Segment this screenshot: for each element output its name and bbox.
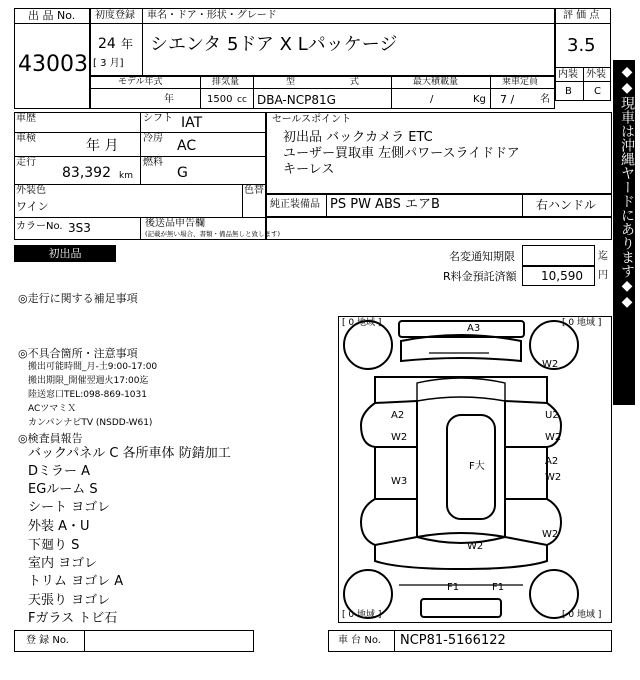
defect-line-5: カンパンナビTV (NSDD-W61) — [28, 418, 153, 428]
inspector-line-7: 室内 ヨゴレ — [28, 556, 98, 571]
name-change-unit: 迄 — [598, 251, 608, 262]
inspector-line-1: バックパネル C 各所車体 防錆加工 — [28, 446, 231, 461]
fuel-value: G — [177, 165, 188, 181]
mileage-label: 走行 — [16, 157, 36, 168]
mark-f1-right: F1 — [492, 582, 505, 593]
recycle-unit: 円 — [598, 270, 608, 281]
diagram-label-top-right: [ 0 地域 ] — [562, 318, 602, 328]
name-change-label: 名変通知期限 — [449, 250, 515, 263]
mark-f1-left: F1 — [447, 582, 460, 593]
mark-a2-left: A2 — [391, 410, 405, 421]
exterior-grade: C — [594, 86, 601, 97]
exterior-color-value: ワイン — [16, 200, 49, 213]
type-value: DBA-NCP81G — [257, 93, 336, 107]
inspector-line-9: 天張り ヨゴレ — [28, 593, 111, 608]
chassis-no-label: 車 台 No. — [338, 635, 381, 646]
chassis-no-value: NCP81-5166122 — [400, 633, 506, 648]
max-load-unit: Kg — [473, 94, 486, 105]
handle-value: 右ハンドル — [536, 198, 597, 212]
color-no-label: カラーNo. — [16, 221, 63, 232]
mark-w3-left: W3 — [391, 476, 408, 487]
displacement-unit: cc — [237, 95, 247, 105]
car-name: シエンタ 5ドア X Lパッケージ — [150, 34, 398, 55]
mark-w2-right-mid: W2 — [545, 472, 562, 483]
model-year-label: モデル年式 — [118, 77, 163, 87]
displacement-value: 1500 — [207, 94, 233, 105]
inspector-line-2: Dミラー A — [28, 464, 91, 479]
first-reg-label: 初度登録 — [95, 10, 135, 21]
post-report-label: 後送品申告欄 — [145, 218, 205, 229]
type-label-2: 式 — [350, 77, 360, 87]
mark-w2-right-upper: W2 — [545, 432, 562, 443]
exterior-label: 外装 — [586, 69, 606, 80]
equipment-label: 純正装備品 — [270, 199, 320, 210]
equipment-blank-row — [266, 217, 612, 240]
car-name-label: 車名・ドア・形状・グレード — [147, 10, 277, 21]
side-banner — [613, 60, 635, 405]
grade-label: 評 価 点 — [563, 10, 600, 21]
mark-u2-right: U2 — [545, 410, 559, 421]
recycle-value: 10,590 — [541, 269, 583, 283]
max-load-sep: / — [430, 94, 434, 105]
sales-points-label: セールスポイント — [272, 114, 352, 125]
sales-point-line-2: ユーザー買取車 左側パワースライドドア — [283, 146, 520, 161]
max-load-label: 最大積載量 — [413, 77, 459, 87]
mark-w2-rear-right: W2 — [542, 359, 559, 370]
capacity-unit: 名 — [540, 94, 550, 105]
sales-point-line-3: キーレス — [283, 162, 335, 177]
shift-label: シフト — [143, 113, 173, 124]
month-value: [ 3 月] — [93, 58, 124, 69]
color-no-value: 3S3 — [68, 221, 91, 235]
defect-line-1: 搬出可能時間_月-土9:00-17:00 — [28, 362, 158, 372]
inspector-line-6: 下廻り S — [28, 538, 80, 553]
inspector-line-8: トリム ヨゴレ A — [28, 574, 124, 589]
ac-label: 冷房 — [143, 133, 163, 144]
history-label: 車歴 — [16, 113, 36, 124]
defect-line-3: 陸送窓口TEL:098-869-1031 — [28, 390, 147, 400]
inspection-label: 車検 — [16, 133, 36, 144]
inspector-line-5: 外装 A・U — [28, 519, 90, 534]
mark-a3-rear-bumper: A3 — [467, 323, 481, 334]
fuel-label: 燃料 — [143, 157, 163, 168]
inspector-line-3: EGルーム S — [28, 482, 98, 497]
equipment-value: PS PW ABS エアB — [330, 197, 440, 212]
diagram-label-bottom-right: [ 0 地域 ] — [562, 610, 602, 620]
mark-w2-left-upper: W2 — [391, 432, 408, 443]
mark-w2-hood: W2 — [467, 541, 484, 552]
mark-w2-right-lower: W2 — [542, 529, 559, 540]
defect-line-2: 搬出期限_開催翌週火17:00迄 — [28, 376, 149, 386]
inspector-line-4: シート ヨゴレ — [28, 500, 111, 515]
year-value: 24 — [98, 36, 116, 52]
sales-point-line-1: 初出品 バックカメラ ETC — [283, 130, 433, 145]
mileage-unit: km — [119, 171, 133, 181]
mileage-value: 83,392 — [62, 165, 111, 181]
interior-grade: B — [565, 86, 572, 97]
color-change-label: 色替 — [244, 185, 264, 196]
inspector-heading: ◎検査員報告 — [18, 432, 83, 445]
name-change-field — [522, 245, 595, 266]
first-listing-badge: 初出品 — [14, 245, 116, 262]
reg-no-label: 登 録 No. — [26, 635, 69, 646]
post-report-note: (記載が無い場合、書類・備品無しと致します) — [145, 230, 281, 238]
displacement-label: 排気量 — [212, 77, 240, 87]
side-banner-text: ◆◆現車は沖縄ヤードにあります◆◆ — [619, 64, 635, 310]
year-unit: 年 — [121, 37, 134, 51]
capacity-value: 7 / — [500, 93, 515, 106]
ac-value: AC — [177, 138, 197, 154]
recycle-label: R料金預託済額 — [443, 270, 517, 283]
diagram-label-bottom-left: [ 0 地域 ] — [342, 610, 382, 620]
inspection-value: 年 月 — [86, 138, 119, 154]
mark-a2-right: A2 — [545, 456, 559, 467]
grade-value: 3.5 — [567, 35, 596, 56]
shift-value: IAT — [181, 115, 203, 131]
inspector-line-10: Fガラス トビ石 — [28, 611, 118, 626]
interior-label: 内装 — [558, 69, 578, 80]
lot-number: 43003 — [18, 52, 88, 77]
supplement-heading: ◎走行に関する補足事項 — [18, 292, 138, 305]
type-label: 型 — [286, 77, 296, 87]
mark-f-roof: F大 — [469, 461, 485, 472]
defect-line-4: ACツマミＸ — [28, 404, 77, 414]
lot-label: 出 品 No. — [28, 9, 76, 22]
exterior-color-label: 外装色 — [16, 185, 46, 196]
defects-heading: ◎不具合箇所・注意事項 — [18, 347, 138, 360]
capacity-label: 乗車定員 — [502, 77, 539, 87]
diagram-label-top-left: [ 0 地域 ] — [342, 318, 382, 328]
model-year-value: 年 — [164, 94, 174, 105]
